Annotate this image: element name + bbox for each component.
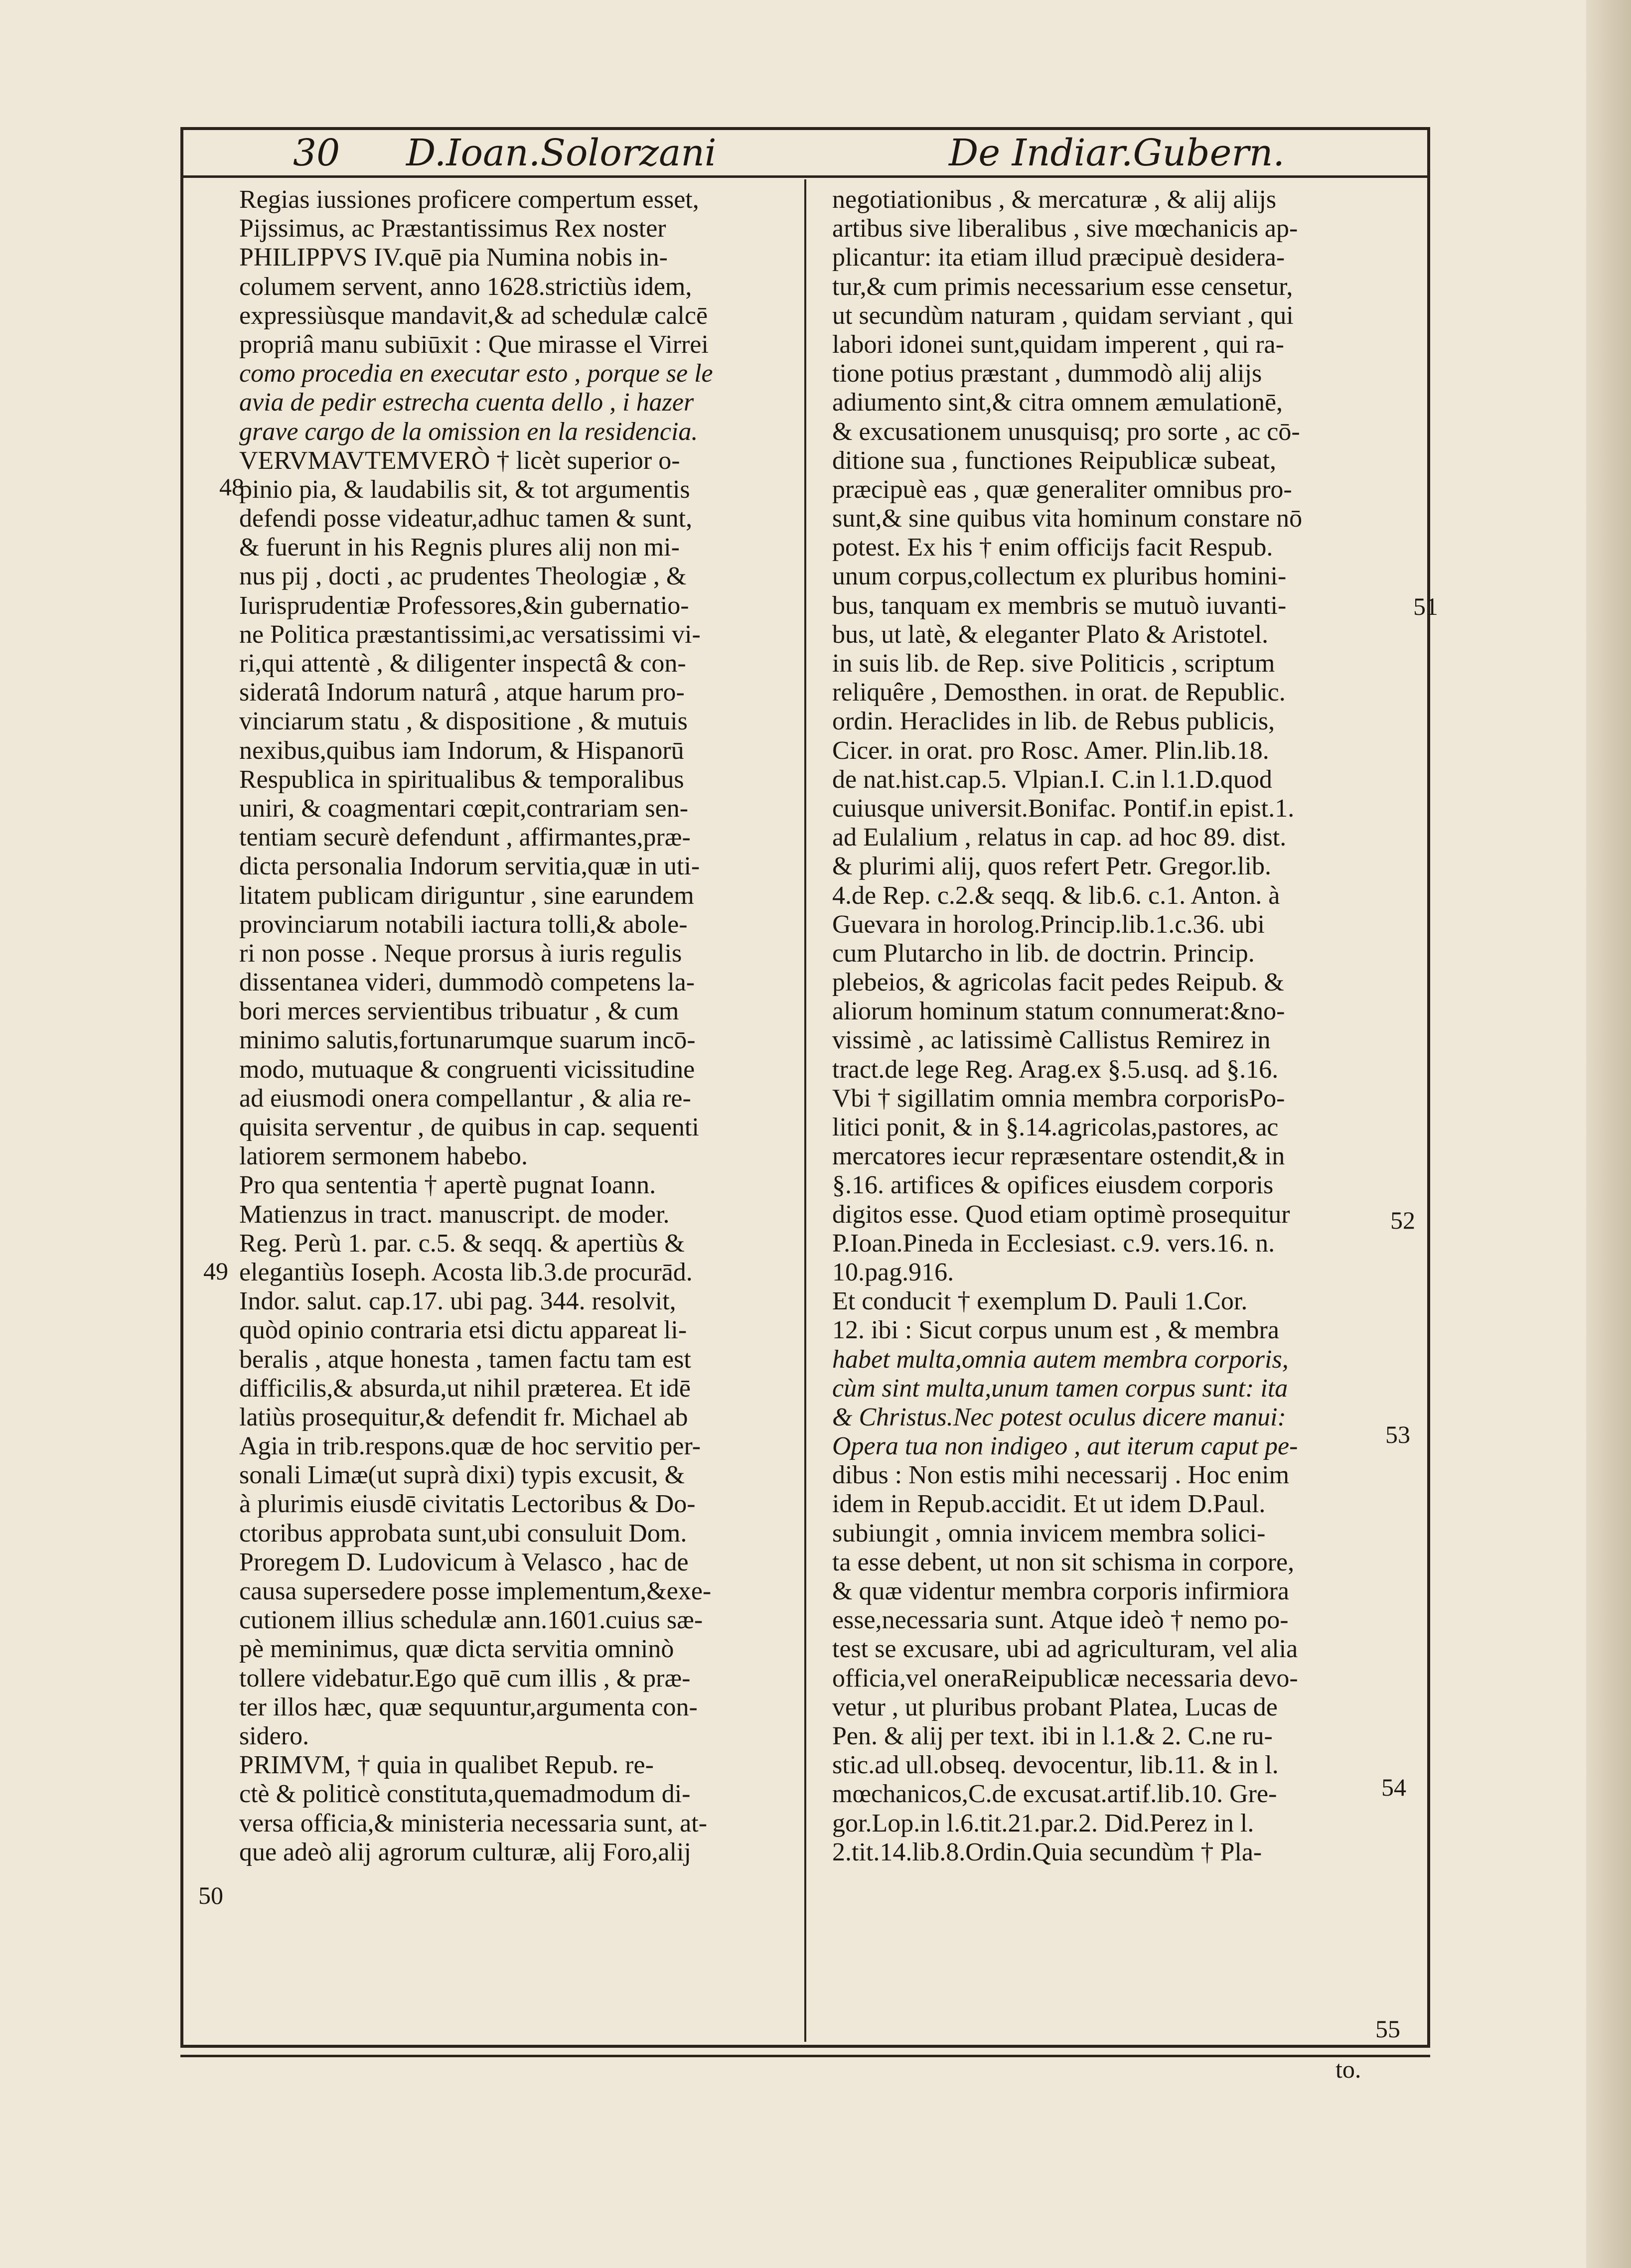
text-line: ditione sua , functiones Reipublicæ subeat, bbox=[832, 446, 1277, 475]
text-line: VERVMAVTEMVERÒ † licèt superior o- bbox=[239, 446, 680, 475]
text-line: tollere videbatur.Ego quē cum illis , & præ- bbox=[239, 1664, 691, 1693]
text-line: & plurimi alij, quos refert Petr. Gregor.lib. bbox=[832, 852, 1271, 881]
text-line: gor.Lop.in l.6.tit.21.par.2. Did.Perez in l. bbox=[832, 1809, 1254, 1838]
text-line: Agia in trib.respons.quæ de hoc servitio per- bbox=[239, 1432, 701, 1461]
text-line: præcipuè eas , quæ generaliter omnibus pro- bbox=[832, 475, 1292, 504]
text-line: Iurisprudentiæ Professores,&in gubernatio- bbox=[239, 591, 689, 620]
text-line: 12. ibi : Sicut corpus unum est , & membra bbox=[832, 1316, 1279, 1345]
text-line: §.16. artifices & opifices eiusdem corporis bbox=[832, 1171, 1274, 1200]
text-line: 4.de Rep. c.2.& seqq. & lib.6. c.1. Anton. à bbox=[832, 881, 1280, 910]
text-line: & fuerunt in his Regnis plures alij non mi- bbox=[239, 533, 680, 562]
text-line: litici ponit, & in §.14.agricolas,pastores, ac bbox=[832, 1113, 1279, 1141]
text-line: latiorem sermonem habebo. bbox=[239, 1142, 528, 1171]
text-line: mercatores iecur repræsentare ostendit,& in bbox=[832, 1142, 1285, 1171]
text-line: habet multa,omnia autem membra corporis, bbox=[832, 1345, 1289, 1374]
text-line: cùm sint multa,unum tamen corpus sunt: ita bbox=[832, 1374, 1288, 1403]
text-line: elegantiùs Ioseph. Acosta lib.3.de procurād. bbox=[239, 1258, 693, 1286]
text-line: latiùs prosequitur,& defendit fr. Michael ab bbox=[239, 1403, 688, 1431]
text-line: artibus sive liberalibus , sive mœchanicis ap- bbox=[832, 214, 1298, 243]
text-line: Opera tua non indigeo , aut iterum caput pe- bbox=[832, 1432, 1298, 1461]
text-line: ri,qui attentè , & diligenter inspectâ & con- bbox=[239, 649, 686, 678]
text-line: officia,vel oneraReipublicæ necessaria devo- bbox=[832, 1664, 1298, 1693]
text-line: ta esse debent, ut non sit schisma in corpore, bbox=[832, 1548, 1295, 1576]
text-line: nus pij , docti , ac prudentes Theologiæ , & bbox=[239, 562, 687, 591]
text-line: como procedia en executar esto , porque se le bbox=[239, 359, 713, 388]
text-line: quòd opinio contraria etsi dictu appareat li- bbox=[239, 1316, 687, 1345]
text-line: ri non posse . Neque prorsus à iuris regulis bbox=[239, 939, 682, 968]
text-line: Pijssimus, ac Præstantissimus Rex noster bbox=[239, 214, 666, 243]
text-line: PHILIPPVS IV.quē pia Numina nobis in- bbox=[239, 243, 668, 272]
text-line: cutionem illius schedulæ ann.1601.cuius sæ- bbox=[239, 1606, 703, 1635]
text-line: bori merces servientibus tribuatur , & cum bbox=[239, 997, 679, 1026]
text-line: & excusationem unusquisq; pro sorte , ac cō- bbox=[832, 417, 1300, 446]
text-line: beralis , atque honesta , tamen factu tam est bbox=[239, 1345, 691, 1374]
text-line: Proregem D. Ludovicum à Velasco , hac de bbox=[239, 1548, 689, 1576]
text-line: vetur , ut pluribus probant Platea, Lucas de bbox=[832, 1693, 1278, 1721]
margin-number-52: 52 bbox=[1390, 1206, 1415, 1234]
text-line: dibus : Non estis mihi necessarij . Hoc enim bbox=[832, 1461, 1290, 1490]
text-line: bus, ut latè, & eleganter Plato & Aristotel. bbox=[832, 620, 1269, 649]
text-line: esse,necessaria sunt. Atque ideò † nemo po- bbox=[832, 1606, 1289, 1635]
text-line: & quæ videntur membra corporis infirmiora bbox=[832, 1577, 1290, 1605]
text-line: bus, tanquam ex membris se mutuò iuvanti- bbox=[832, 591, 1287, 620]
text-line: tur,& cum primis necessarium esse censetur, bbox=[832, 272, 1293, 301]
margin-number-49: 49 bbox=[203, 1257, 228, 1285]
text-line: minimo salutis,fortunarumque suarum incō- bbox=[239, 1026, 696, 1055]
text-line: ctè & politicè constituta,quemadmodum di- bbox=[239, 1780, 691, 1809]
text-line: defendi posse videatur,adhuc tamen & sunt, bbox=[239, 504, 693, 533]
text-line: reliquêre , Demosthen. in orat. de Republic. bbox=[832, 678, 1286, 707]
text-line: ctoribus approbata sunt,ubi consuluit Dom. bbox=[239, 1519, 687, 1548]
text-line: cuiusque universit.Bonifac. Pontif.in epist.1. bbox=[832, 794, 1295, 823]
text-line: ter illos hæc, quæ sequuntur,argumenta con- bbox=[239, 1693, 698, 1721]
text-line: Matienzus in tract. manuscript. de moder. bbox=[239, 1200, 670, 1229]
text-line: 10.pag.916. bbox=[832, 1258, 954, 1286]
text-line: potest. Ex his † enim officijs facit Respub. bbox=[832, 533, 1273, 562]
text-line: dicta personalia Indorum servitia,quæ in uti- bbox=[239, 852, 700, 881]
running-head-author: D.Ioan.Solorzani bbox=[406, 132, 717, 174]
text-line: columem servent, anno 1628.strictiùs idem, bbox=[239, 272, 692, 301]
text-line: unum corpus,collectum ex pluribus homini- bbox=[832, 562, 1287, 591]
margin-number-54: 54 bbox=[1381, 1773, 1406, 1801]
header-rule bbox=[180, 175, 1430, 178]
text-line: P.Ioan.Pineda in Ecclesiast. c.9. vers.16. n. bbox=[832, 1229, 1275, 1258]
page-number: 30 bbox=[293, 132, 340, 174]
margin-number-51: 51 bbox=[1413, 592, 1438, 620]
text-line: grave cargo de la omission en la residencia. bbox=[239, 417, 698, 446]
text-line: sonali Limæ(ut suprà dixi) typis excusit, & bbox=[239, 1461, 685, 1490]
text-line: nexibus,quibus iam Indorum, & Hispanorū bbox=[239, 736, 684, 765]
column-divider bbox=[804, 179, 806, 2042]
text-line: uniri, & coagmentari cœpit,contrariam sen- bbox=[239, 794, 689, 823]
text-line: de nat.hist.cap.5. Vlpian.I. C.in l.1.D.quod bbox=[832, 765, 1272, 794]
text-line: Respublica in spiritualibus & temporalibus bbox=[239, 765, 684, 794]
text-line: expressiùsque mandavit,& ad schedulæ calcē bbox=[239, 301, 708, 330]
text-line: test se excusare, ubi ad agriculturam, vel alia bbox=[832, 1635, 1298, 1664]
text-line: modo, mutuaque & congruenti vicissitudine bbox=[239, 1055, 695, 1084]
text-line: Pen. & alij per text. ibi in l.1.& 2. C.ne ru- bbox=[832, 1721, 1273, 1750]
text-line: propriâ manu subiūxit : Que mirasse el Virrei bbox=[239, 330, 709, 359]
text-line: tentiam securè defendunt , affirmantes,præ- bbox=[239, 823, 691, 852]
text-line: Regias iussiones proficere compertum esset, bbox=[239, 185, 699, 214]
text-line: ad eiusmodi onera compellantur , & alia re- bbox=[239, 1084, 691, 1113]
text-line: adiumento sint,& citra omnem æmulationē, bbox=[832, 388, 1283, 417]
text-line: sidero. bbox=[239, 1721, 309, 1750]
margin-number-53: 53 bbox=[1385, 1420, 1410, 1448]
text-line: versa officia,& ministeria necessaria sunt, at- bbox=[239, 1809, 708, 1838]
running-head-title: De Indiar.Gubern. bbox=[949, 132, 1285, 174]
text-line: digitos esse. Quod etiam optimè prosequitur bbox=[832, 1200, 1290, 1229]
margin-number-55: 55 bbox=[1375, 2015, 1400, 2043]
text-line: cum Plutarcho in lib. de doctrin. Princip. bbox=[832, 939, 1255, 968]
text-line: plebeios, & agricolas facit pedes Reipub. & bbox=[832, 968, 1284, 997]
bottom-rule bbox=[180, 2055, 1430, 2057]
text-line: plicantur: ita etiam illud præcipuè desidera- bbox=[832, 243, 1285, 272]
text-line: quisita serventur , de quibus in cap. sequenti bbox=[239, 1113, 699, 1141]
text-line: vinciarum statu , & dispositione , & mutuis bbox=[239, 707, 688, 736]
text-line: mœchanicos,C.de excusat.artif.lib.10. Gre- bbox=[832, 1780, 1277, 1809]
margin-number-48: 48 bbox=[219, 473, 244, 501]
text-line: idem in Repub.accidit. Et ut idem D.Paul. bbox=[832, 1490, 1266, 1519]
text-line: sideratâ Indorum naturâ , atque harum pro- bbox=[239, 678, 685, 707]
right-text-column bbox=[832, 185, 1375, 1867]
text-line: tract.de lege Reg. Arag.ex §.5.usq. ad §.16. bbox=[832, 1055, 1279, 1084]
text-line: causa supersedere posse implementum,&exe- bbox=[239, 1577, 712, 1605]
text-line: aliorum hominum statum connumerat:&no- bbox=[832, 997, 1285, 1026]
text-line: avia de pedir estrecha cuenta dello , i hazer bbox=[239, 388, 694, 417]
left-text-column bbox=[239, 185, 782, 1867]
text-line: ordin. Heraclides in lib. de Rebus publicis, bbox=[832, 707, 1275, 736]
text-line: Vbi † sigillatim omnia membra corporisPo- bbox=[832, 1084, 1285, 1113]
text-line: ne Politica præstantissimi,ac versatissimi vi- bbox=[239, 620, 701, 649]
text-line: difficilis,& absurda,ut nihil præterea. Et idē bbox=[239, 1374, 691, 1403]
text-line: à plurimis eiusdē civitatis Lectoribus & Do- bbox=[239, 1490, 696, 1519]
page-edge-shadow bbox=[1586, 0, 1631, 2268]
text-line: dissentanea videri, dummodò competens la- bbox=[239, 968, 695, 997]
text-line: & Christus.Nec potest oculus dicere manui: bbox=[832, 1403, 1286, 1431]
text-line: Cicer. in orat. pro Rosc. Amer. Plin.lib.18. bbox=[832, 736, 1269, 765]
text-line: sunt,& sine quibus vita hominum constare nō bbox=[832, 504, 1303, 533]
text-line: subiungit , omnia invicem membra solici- bbox=[832, 1519, 1266, 1548]
text-line: provinciarum notabili iactura tolli,& abole- bbox=[239, 910, 688, 939]
text-line: PRIMVM, † quia in qualibet Repub. re- bbox=[239, 1751, 654, 1780]
text-line: Guevara in horolog.Princip.lib.1.c.36. ubi bbox=[832, 910, 1265, 939]
text-line: 2.tit.14.lib.8.Ordin.Quia secundùm † Pla- bbox=[832, 1838, 1262, 1866]
text-line: Et conducit † exemplum D. Pauli 1.Cor. bbox=[832, 1287, 1248, 1316]
text-line: negotiationibus , & mercaturæ , & alij alijs bbox=[832, 185, 1277, 214]
text-line: stic.ad ull.obseq. devocentur, lib.11. & in l. bbox=[832, 1751, 1279, 1780]
margin-number-50: 50 bbox=[198, 1881, 223, 1909]
text-line: in suis lib. de Rep. sive Politicis , scriptum bbox=[832, 649, 1275, 678]
text-line: pè meminimus, quæ dicta servitia omninò bbox=[239, 1635, 674, 1664]
text-line: vissimè , ac latissimè Callistus Remirez in bbox=[832, 1026, 1271, 1055]
text-line: ad Eulalium , relatus in cap. ad hoc 89. dist. bbox=[832, 823, 1287, 852]
text-line: labori idonei sunt,quidam imperent , qui ra- bbox=[832, 330, 1284, 359]
text-line: ut secundùm naturam , quidam serviant , qui bbox=[832, 301, 1294, 330]
text-line: Indor. salut. cap.17. ubi pag. 344. resolvit, bbox=[239, 1287, 676, 1316]
catchword: to. bbox=[1335, 2055, 1361, 2083]
text-line: que adeò alij agrorum culturæ, alij Foro,alij bbox=[239, 1838, 691, 1866]
text-line: Reg. Perù 1. par. c.5. & seqq. & apertiùs & bbox=[239, 1229, 685, 1258]
text-line: tione potius præstant , dummodò alij alijs bbox=[832, 359, 1262, 388]
text-line: litatem publicam diriguntur , sine earundem bbox=[239, 881, 694, 910]
text-line: Pro qua sententia † apertè pugnat Ioann. bbox=[239, 1171, 656, 1200]
text-line: pinio pia, & laudabilis sit, & tot argumentis bbox=[239, 475, 690, 504]
